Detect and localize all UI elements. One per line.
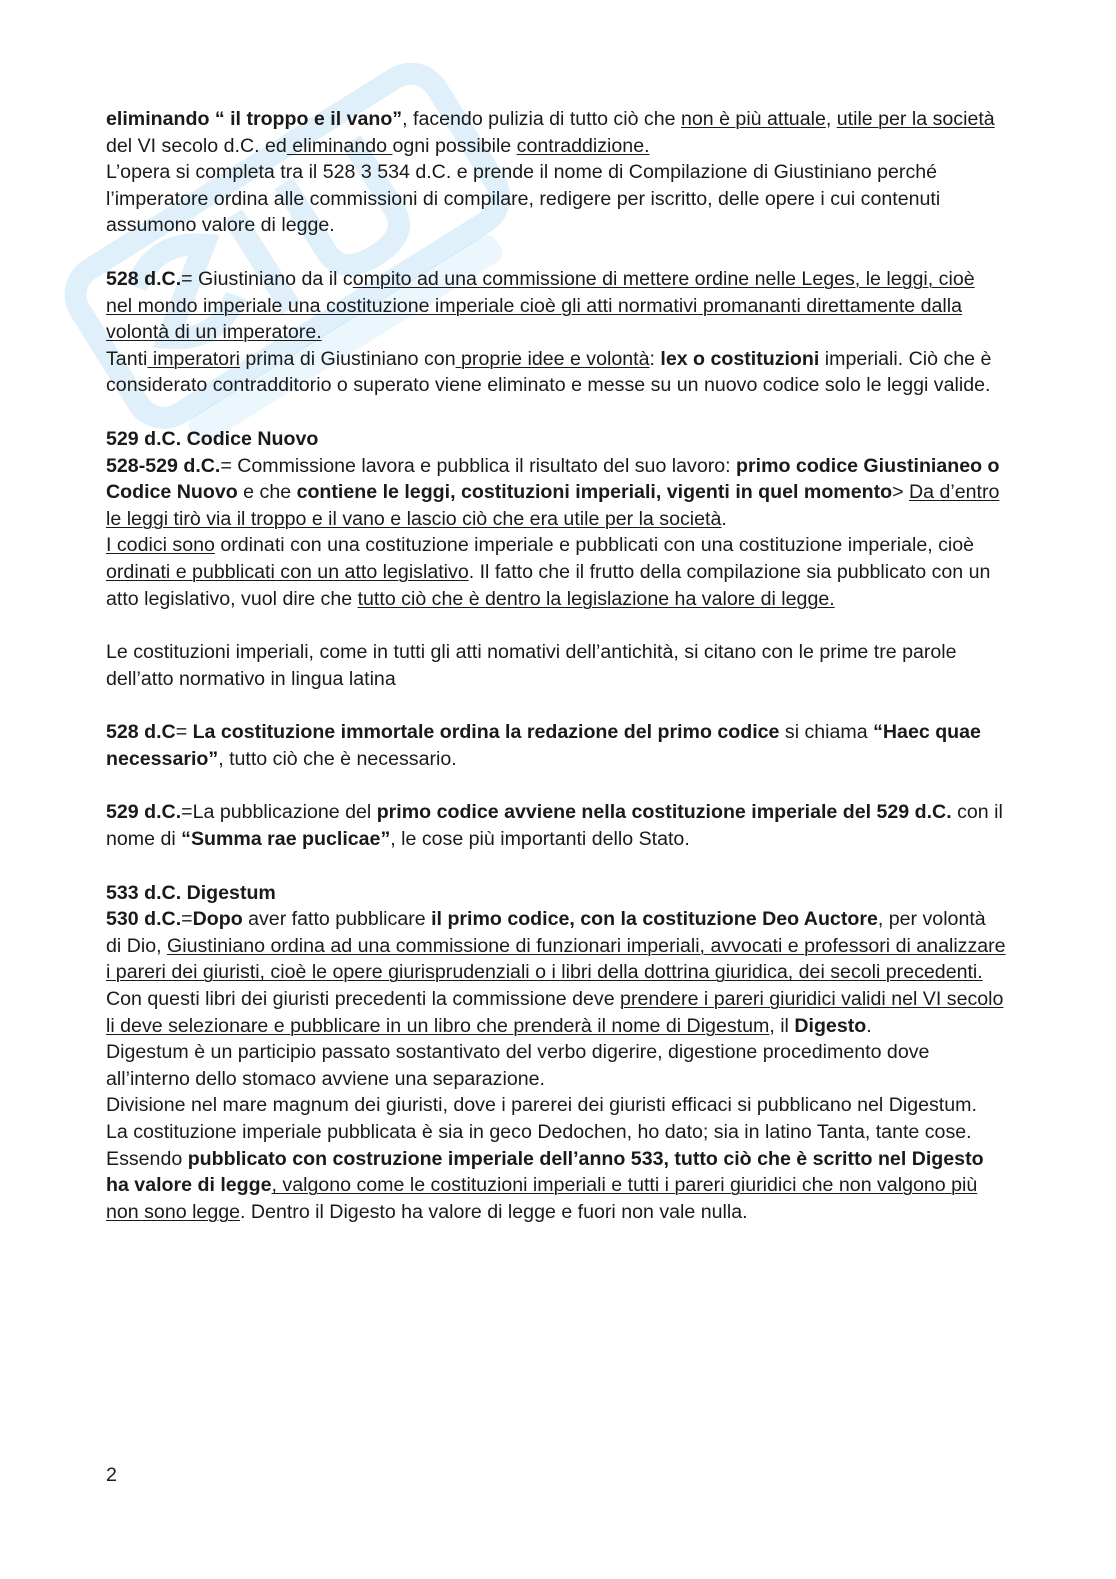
paragraph-gap [106,692,1006,719]
underlined-text: ompito ad una commissione di mettere ordine nelle Leges, le leggi, cioè nel mondo imperiale una costituzione imperiale cioè gli atti normativi promananti direttamente dalla volontà di un imperatore. [106,267,975,344]
body-text: si chiama [779,721,874,744]
bold-text: 528 d.C. [106,267,182,290]
underlined-text: proprie idee e volontà [455,347,650,370]
underlined-text: I codici sono [106,534,215,557]
body-text: con il nome di [106,801,1003,851]
underlined-text: ordinati e pubblicati con un atto legislativo [106,560,469,583]
body-text: = Commissione lavora e pubblica il risultato del suo lavoro: [220,454,737,477]
body-text: . [721,507,727,530]
body-text: Le costituzioni imperiali, come in tutti gli atti nomativi dell’antichità, si citano con le prime tre parole dell’atto normativo in lingua latina [106,641,957,690]
bold-text: Dopo [192,908,243,931]
bold-text: eliminando “ il troppo e il vano” [106,108,403,130]
underlined-text: non è più attuale [680,108,826,130]
underlined-text: tutto ciò che è dentro la legislazione ha valore di legge. [357,587,835,610]
bold-text: pubblicato con costruzione imperiale dell’anno 533, tutto ciò che è scritto nel Digesto ha valore di legge [106,1147,984,1197]
paragraph-p7 [106,880,1006,1226]
bold-text: primo codice avviene nella costituzione imperiale del 529 d.C. [376,801,952,824]
body-text: , tutto ciò che è necessario. [218,747,457,770]
body-text: = [181,908,193,931]
bold-text: primo codice Giustinianeo o Codice Nuovo [106,454,1000,504]
bold-text: 530 d.C. [106,908,182,931]
paragraph-p3 [106,426,1006,612]
body-text: La costituzione imperiale pubblicata è sia in geco Dedochen, ho dato; sia in latino Tanta, tante cose. [106,1121,972,1143]
underlined-text: Da d’entro le leggi tirò via il troppo e il vano e lascio ciò che era utile per la società [106,481,1000,530]
underlined-text: eliminando [286,134,393,157]
underlined-text: prendere i pareri giuridici validi nel VI secolo li deve selezionare e pubblicare in un libro che prenderà il nome di Digestum [106,988,1004,1037]
document-body [106,106,1006,1225]
bold-text: 529 d.C. [106,801,182,824]
bold-text: 528-529 d.C. [106,454,221,477]
bold-text: il primo codice, con la costituzione Deo Auctore [431,908,878,931]
body-text: . [866,1014,872,1037]
body-text: del VI secolo d.C. ed [106,134,287,157]
body-text: ogni possibile [392,134,517,157]
bold-text: 528 d.C [106,721,176,744]
underlined-text: imperatori [147,347,240,370]
body-text: = Giustiniano da il c [181,267,353,290]
body-text: , per volontà di Dio, [106,908,986,957]
body-text: imperiali. Ciò che è considerato contradditorio o superato viene eliminato e messe su un nuovo codice solo le leggi valide. [106,347,992,397]
paragraph-p2 [106,266,1006,399]
paragraph-p5 [106,719,1006,772]
bold-text: Digesto [794,1014,867,1037]
body-text: , il [769,1014,795,1037]
paragraph-gap [106,612,1006,639]
paragraph-gap [106,772,1006,799]
body-text: Essendo [106,1147,188,1170]
body-text: Tanti [106,347,148,370]
underlined-text: contraddizione. [516,134,650,157]
paragraph-p4 [106,639,1006,692]
body-text: Con questi libri dei giuristi precedenti la commissione deve [106,988,621,1011]
body-text: prima di Giustiniano con [239,347,456,370]
body-text: L’opera si completa tra il 528 3 534 d.C. e prende il nome di Compilazione di Giustiniano perché l’imperatore ordina alle commissioni di compilare, redigere per iscritto, delle opere i cui contenuti assumono valore di legge. [106,161,941,237]
body-text: ordinati con una costituzione imperiale e pubblicati con una costituzione imperiale, cioè [214,534,975,557]
body-text: > [892,481,909,504]
body-text: aver fatto pubblicare [242,908,432,931]
body-text: = [175,721,193,744]
body-text: . Il fatto che il frutto della compilazione sia pubblicato con un atto legislativo, vuol dire che [106,560,991,610]
paragraph-gap [106,239,1006,266]
body-text: e che [237,481,297,504]
paragraph-p6 [106,799,1006,852]
body-text: : [649,347,661,370]
body-text: , facendo pulizia di tutto ciò che [402,108,681,130]
bold-text: “Summa rae puclicae” [181,828,391,851]
paragraph-gap [106,853,1006,880]
bold-text: “Haec quae necessario” [106,721,981,770]
paragraph-p1 [106,106,1006,239]
body-text: , le cose più importanti dello Stato. [390,828,690,851]
underlined-text: , valgono come le costituzioni imperiali e tutti i pareri giuridici che non valgono più non sono legge [106,1174,978,1223]
underlined-text: Giustiniano ordina ad una commissione di funzionari imperiali, avvocati e professori di analizzare i pareri dei giuristi, cioè le opere giurisprudenziali o i libri della dottrina giuridica, dei secoli precedenti. [106,934,1006,984]
body-text: Digestum è un participio passato sostantivato del verbo digerire, digestione procedimento dove all’interno dello stomaco avviene una separazione. [106,1041,930,1090]
bold-text: 533 d.C. Digestum [106,881,276,904]
bold-text: contiene le leggi, costituzioni imperiali, vigenti in quel momento [296,481,893,504]
bold-text: lex o costituzioni [660,347,820,370]
bold-text: 529 d.C. Codice Nuovo [106,427,319,450]
body-text: , [825,108,837,130]
underlined-text: utile per la società [836,108,995,130]
bold-text: La costituzione immortale ordina la redazione del primo codice [192,721,780,744]
paragraph-gap [106,399,1006,426]
body-text: Divisione nel mare magnum dei giuristi, dove i parerei dei giuristi efficaci si pubblicano nel Digestum. [106,1094,977,1117]
page-number: 2 [106,1464,117,1486]
body-text: . Dentro il Digesto ha valore di legge e fuori non vale nulla. [240,1200,748,1223]
body-text: =La pubblicazione del [181,801,377,824]
